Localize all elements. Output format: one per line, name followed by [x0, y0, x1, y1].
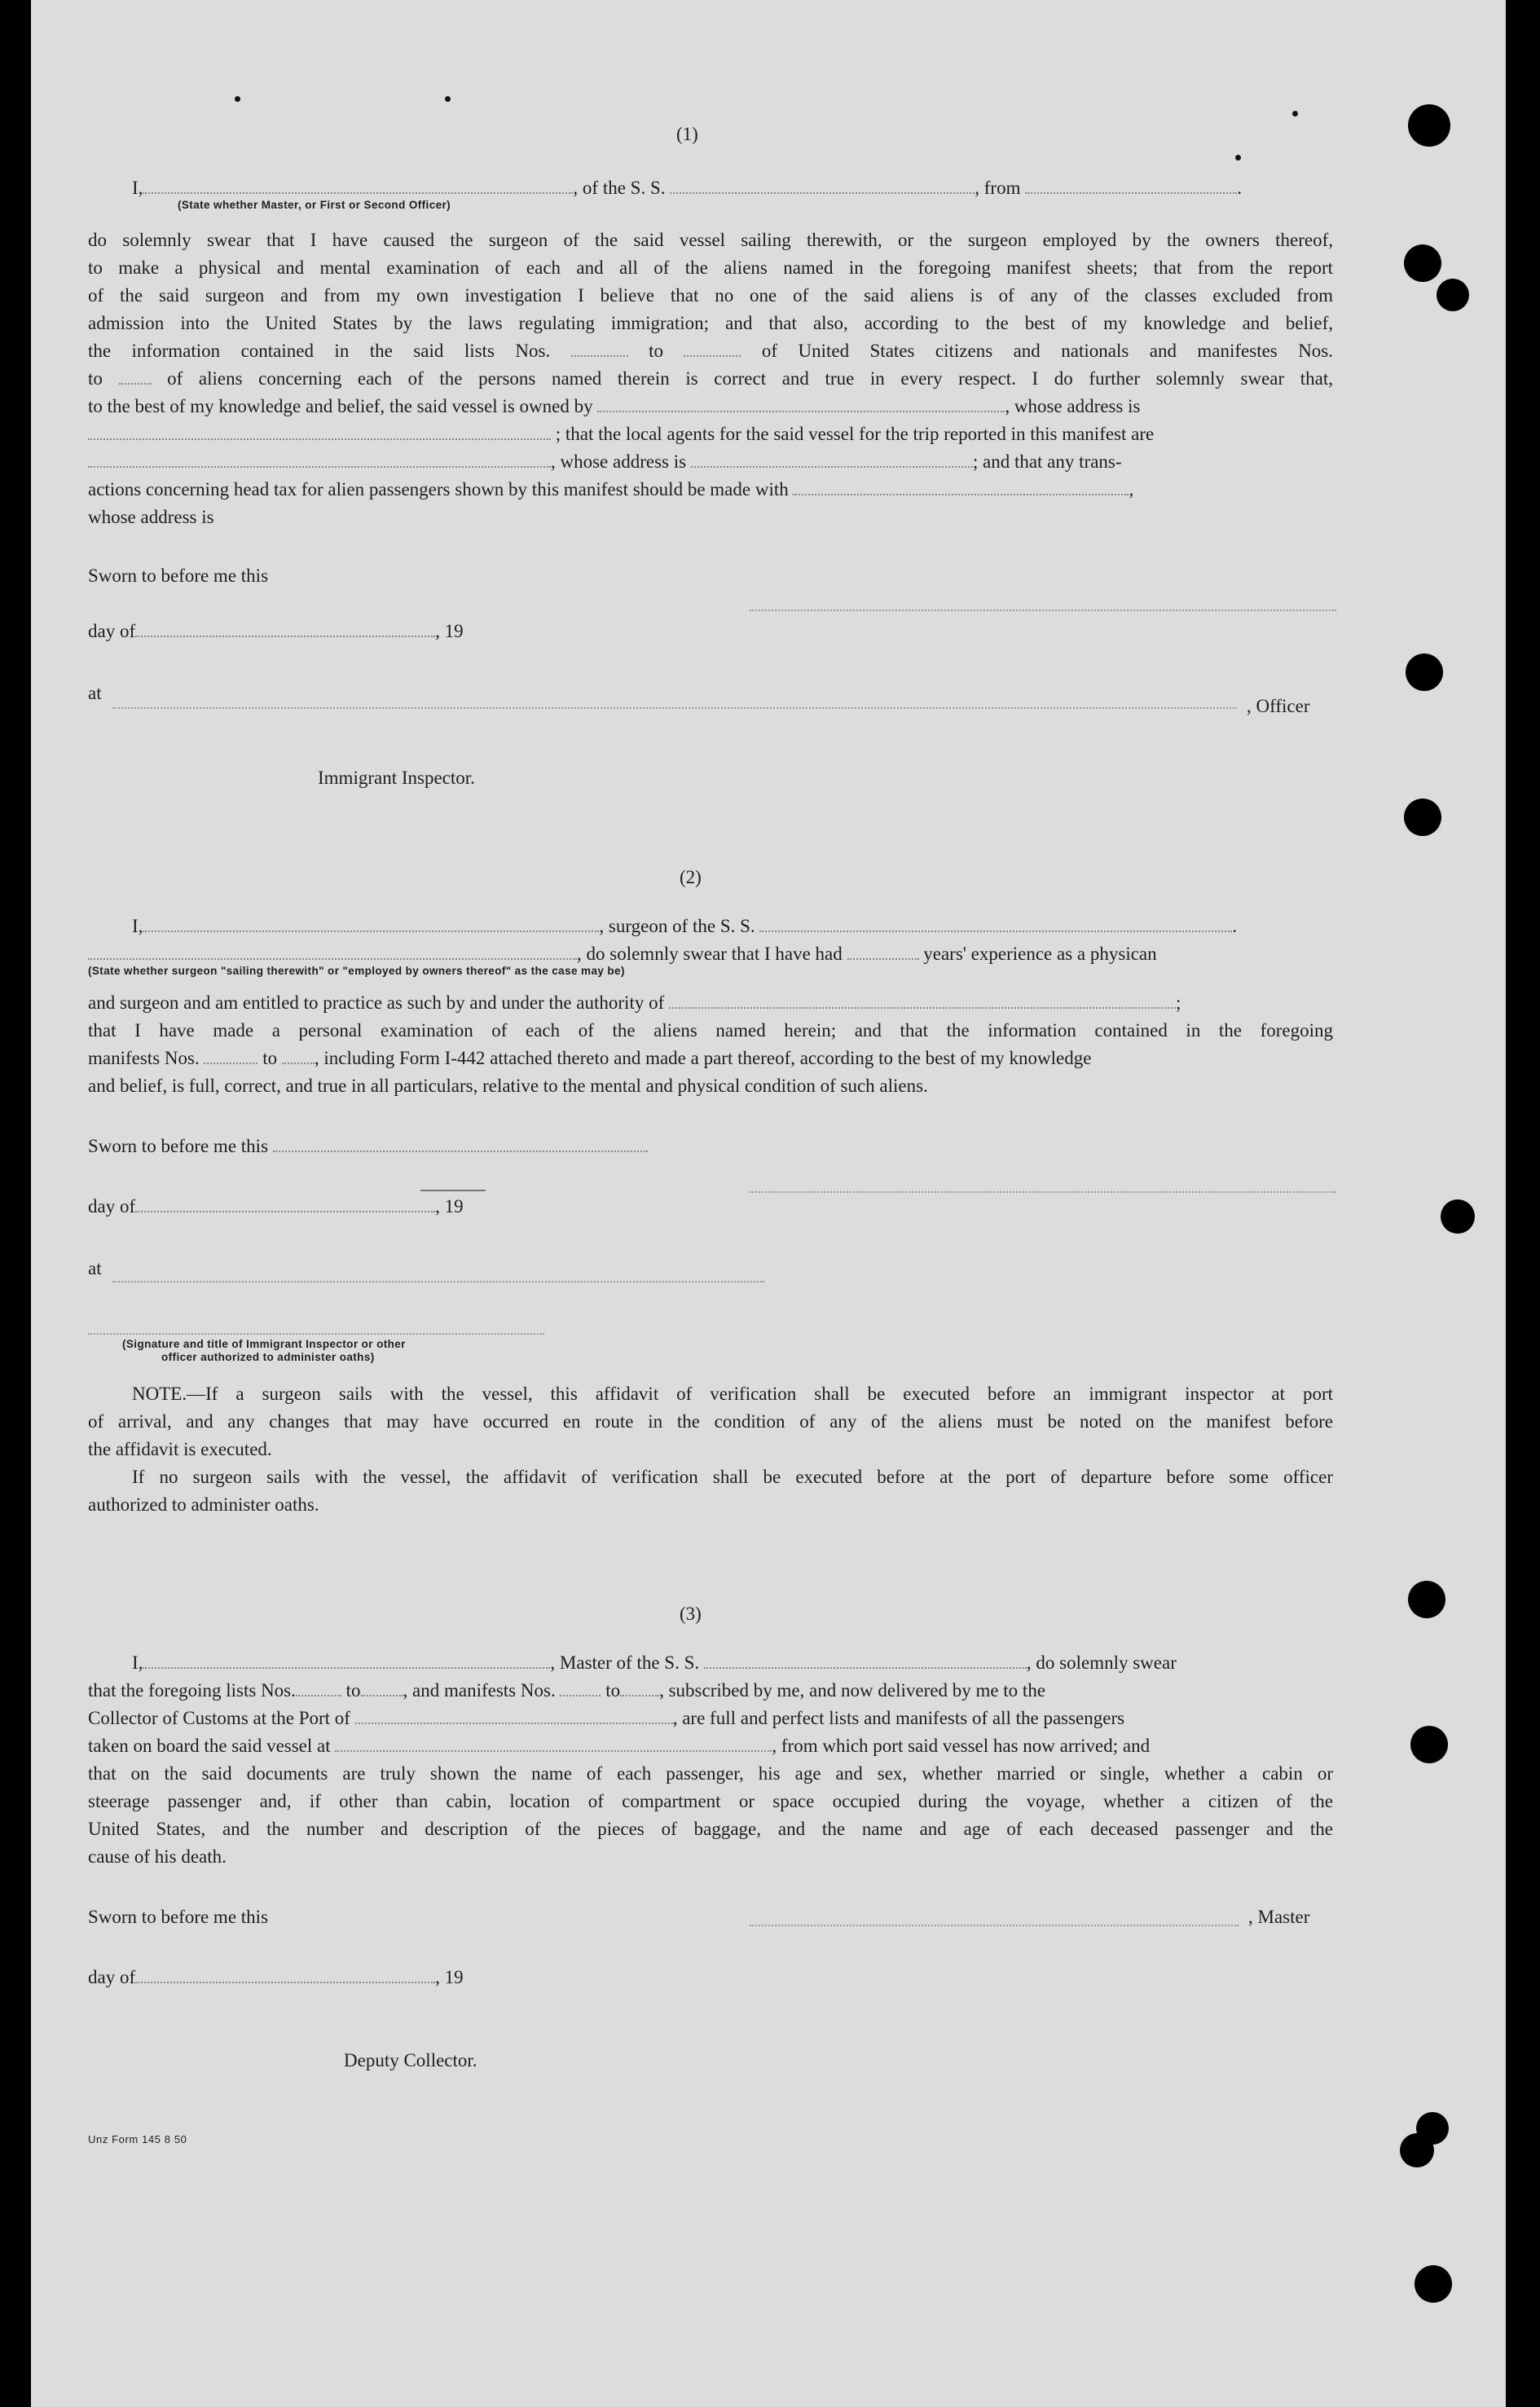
s3-sworn: Sworn to before me this [88, 1907, 269, 1927]
s1-sworn: Sworn to before me this [88, 565, 269, 586]
punch-hole [1404, 244, 1441, 282]
s3-master-line[interactable] [750, 1925, 1239, 1926]
s3-line-4: taken on board the said vessel at , from which port said vessel has now arrived; and [88, 1736, 1151, 1756]
s1-oath-line-1: I, , of the S. S. , from . [132, 178, 1242, 198]
s2-manifest-from-blank[interactable] [204, 1046, 257, 1064]
s2-mark [420, 1190, 486, 1191]
s1-body-line-11: whose address is [88, 507, 214, 527]
s1-from-blank[interactable] [1025, 176, 1237, 194]
s3-line-5: that on the said documents are truly shown the name of each passenger, his age and sex, whether married or single, whether a cabin or [88, 1763, 1333, 1784]
s2-sailing-blank[interactable] [88, 942, 577, 960]
s1-head-tax-blank[interactable] [793, 477, 1129, 495]
punch-hole [1415, 2265, 1452, 2303]
punch-hole [1410, 1726, 1448, 1763]
s1-body-line-7: to the best of my knowledge and belief, the said vessel is owned by , whose address is [88, 396, 1141, 416]
s2-surgeon-name-blank[interactable] [143, 914, 599, 932]
s3-master-name-blank[interactable] [143, 1651, 550, 1669]
s2-line-6: and belief, is full, correct, and true in all particulars, relative to the mental and physical condition of such aliens. [88, 1076, 928, 1096]
s3-manifest-to-blank[interactable] [620, 1679, 659, 1696]
form-page [31, 0, 1506, 2407]
s3-lists-from-blank[interactable] [296, 1679, 341, 1696]
s3-collector-label: Deputy Collector. [344, 2050, 477, 2070]
form-number: Unz Form 145 8 50 [88, 2133, 187, 2145]
s2-vessel-blank[interactable] [759, 914, 1232, 932]
s1-day-blank[interactable] [135, 619, 435, 637]
s1-body-line-3: of the said surgeon and from my own investigation I believe that no one of the said aliens is of any of the classes excluded from [88, 285, 1333, 306]
punch-hole [1437, 279, 1469, 311]
section-2-number: (2) [680, 867, 702, 887]
s1-body-line-8: ; that the local agents for the said vessel for the trip reported in this manifest are [88, 420, 1154, 448]
s3-port-blank[interactable] [355, 1706, 673, 1724]
s2-day-line: day of , 19 [88, 1196, 464, 1217]
s3-line-1: I, , Master of the S. S. , do solemnly swear [132, 1652, 1177, 1673]
speck [1235, 155, 1241, 161]
s2-years-blank[interactable] [847, 942, 919, 960]
s1-officer-note: (State whether Master, or First or Second Officer) [178, 199, 451, 211]
punch-hole [1400, 2133, 1434, 2167]
s1-officer-name-blank[interactable] [143, 176, 573, 194]
s1-manifest-to-blank[interactable] [119, 367, 152, 385]
s1-at: at [88, 683, 102, 703]
s2-line-5: manifests Nos. to , including Form I-442 attached thereto and made a part thereof, according to the best of my knowledge [88, 1048, 1092, 1068]
s1-body-line-4: admission into the United States by the laws regulating immigration; and that also, according to the best of my knowledge and belief, [88, 313, 1333, 333]
s2-manifest-to-blank[interactable] [282, 1046, 315, 1064]
section-3-number: (3) [680, 1604, 702, 1624]
s2-surgeon-note: (State whether surgeon "sailing therewith" or "employed by owners thereof" as the case may be) [88, 965, 625, 977]
s3-lists-to-blank[interactable] [361, 1679, 403, 1696]
s2-line-2: , do solemnly swear that I have had years' experience as a physican [88, 940, 1157, 968]
s1-body-line-10: actions concerning head tax for alien passengers shown by this manifest should be made with , [88, 479, 1134, 499]
s2-authority-blank[interactable] [669, 991, 1176, 1009]
s3-day-line: day of , 19 [88, 1967, 464, 1987]
s1-lists-to-blank[interactable] [684, 339, 741, 357]
s1-owner-blank[interactable] [597, 394, 1005, 412]
s3-line-2: that the foregoing lists Nos. to , and manifests Nos. to , subscribed by me, and now delivered by me to the [88, 1680, 1046, 1701]
punch-hole [1404, 799, 1441, 836]
s1-at-line[interactable] [112, 707, 1237, 709]
s1-agents-address-blank[interactable] [691, 450, 973, 468]
punch-hole [1406, 653, 1443, 691]
s2-day-blank[interactable] [135, 1195, 435, 1212]
s1-body-line-1: do solemnly swear that I have caused the surgeon of the said vessel sailing therewith, or the surgeon employed by the owners thereof, [88, 230, 1333, 250]
s1-body-line-2: to make a physical and mental examination of each and all of the aliens named in the foregoing manifest sheets; that from the report [88, 257, 1333, 278]
s2-sig-line[interactable] [88, 1333, 544, 1335]
speck [1292, 111, 1298, 117]
s3-manifest-from-blank[interactable] [560, 1679, 601, 1696]
s2-sig-note-2: officer authorized to administer oaths) [161, 1351, 375, 1363]
s3-line-3: Collector of Customs at the Port of , are full and perfect lists and manifests of all the passengers [88, 1708, 1125, 1728]
s3-vessel-blank[interactable] [704, 1651, 1027, 1669]
s2-line-1: I, , surgeon of the S. S. . [132, 916, 1238, 936]
speck [445, 96, 451, 102]
punch-hole [1441, 1199, 1475, 1234]
s2-signature-line[interactable] [750, 1191, 1336, 1193]
s2-line-4: that I have made a personal examination of each of the aliens named herein; and that the information contained in the foregoing [88, 1020, 1333, 1041]
s2-sworn: Sworn to before me this [88, 1133, 648, 1160]
s3-line-6: steerage passenger and, if other than cabin, location of compartment or space occupied during the voyage, whether a citizen of the [88, 1791, 1333, 1811]
s2-sig-note-1: (Signature and title of Immigrant Inspector or other [122, 1338, 406, 1350]
s1-inspector-label: Immigrant Inspector. [318, 768, 475, 788]
punch-hole [1408, 1581, 1445, 1618]
s1-signature-line[interactable] [750, 609, 1336, 611]
s1-day-line: day of , 19 [88, 621, 464, 641]
s1-body-line-5: the information contained in the said lists Nos. to of United States citizens and nationals and manifestes Nos. [88, 341, 1334, 361]
s1-owner-address-blank[interactable] [88, 422, 551, 440]
s1-body-line-9: , whose address is ; and that any trans- [88, 448, 1122, 476]
s1-body-line-6: to of aliens concerning each of the persons named therein is correct and true in every respect. I do further solemnly swear that, [88, 368, 1333, 389]
s2-at-line[interactable] [112, 1281, 764, 1283]
s1-officer-label: , Officer [1247, 696, 1310, 716]
note-line-2: of arrival, and any changes that may have occurred en route in the condition of any of the aliens must be noted on the manifest before [88, 1411, 1333, 1432]
s3-line-8: cause of his death. [88, 1846, 227, 1867]
note-line-4: If no surgeon sails with the vessel, the affidavit of verification shall be executed before at the port of departure before some officer [132, 1467, 1333, 1487]
note-line-3: the affidavit is executed. [88, 1439, 272, 1459]
s3-line-7: United States, and the number and description of the pieces of baggage, and the name and age of each deceased passenger and the [88, 1819, 1333, 1839]
section-1-number: (1) [676, 124, 698, 144]
s3-boarding-port-blank[interactable] [335, 1734, 772, 1752]
s3-day-blank[interactable] [135, 1965, 435, 1983]
s1-lists-from-blank[interactable] [571, 339, 628, 357]
s2-sworn-blank[interactable] [273, 1134, 648, 1152]
speck [235, 96, 240, 102]
s2-at: at [88, 1258, 102, 1278]
punch-hole [1408, 104, 1450, 147]
s1-agents-blank[interactable] [88, 450, 551, 468]
note-line-5: authorized to administer oaths. [88, 1494, 319, 1515]
s1-vessel-blank[interactable] [670, 176, 975, 194]
s2-line-3: and surgeon and am entitled to practice as such by and under the authority of ; [88, 992, 1181, 1013]
note-line-1: NOTE.—If a surgeon sails with the vessel, this affidavit of verification shall be executed before an immigrant inspector at port [132, 1384, 1333, 1404]
s3-master-label: , Master [1248, 1907, 1310, 1927]
